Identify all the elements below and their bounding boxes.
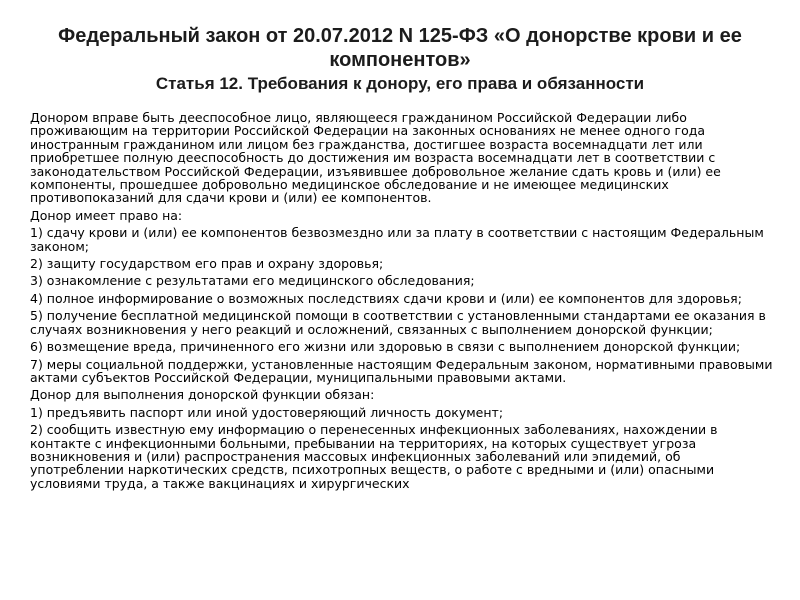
paragraph-rights-heading: Донор имеет право на: <box>30 207 183 223</box>
paragraph-right-2: 2) защиту государством его прав и охрану здоровья; <box>30 256 384 272</box>
paragraph-right-3: 3) ознакомление с результатами его медицинского обследования; <box>30 273 475 289</box>
slide-title <box>40 24 760 95</box>
paragraph-donor-definition: Донором вправе быть дееспособное лицо, являющееся гражданином Российской Федерации либо проживающим на территории Российской Федерации на законных основаниях не менее одного года иностранным гражданином или лицом без гражданства, достигшее возраста восемнадцати лет или приобретшее полную дееспособность до достижения им возраста восемнадцати лет в соответствии с законодательством Российской Федерации, изъявившее добровольное желание сдать кровь и (или) ее компоненты, прошедшее добровольно медицинское обследование и не имеющее медицинских противопоказаний для сдачи крови и (или) ее компонентов. <box>30 110 721 206</box>
article-title: Статья 12. Требования к донору, его права и обязанности <box>155 74 645 93</box>
paragraph-duties-heading: Донор для выполнения донорской функции обязан: <box>30 387 375 403</box>
paragraph-right-1: 1) сдачу крови и (или) ее компонентов безвозмездно или за плату в соответствии с настоящим Федеральным законом; <box>30 225 764 254</box>
paragraph-right-7: 7) меры социальной поддержки, установленные настоящим Федеральным законом, нормативными правовыми актами субъектов Российской Федерации, муниципальными правовыми актами. <box>30 356 773 385</box>
paragraph-right-4: 4) полное информирование о возможных последствиях сдачи крови и (или) ее компонентов для здоровья; <box>30 290 742 306</box>
paragraph-duty-1: 1) предъявить паспорт или иной удостоверяющий личность документ; <box>30 404 504 420</box>
paragraph-right-5: 5) получение бесплатной медицинской помощи в соответствии с установленными стандартами ее оказания в случаях возникновения у него реакций и осложнений, связанных с выполнением донорской функции; <box>30 308 766 337</box>
law-title: Федеральный закон от 20.07.2012 N 125-ФЗ «О донорстве крови и ее компонентов» <box>58 25 742 71</box>
paragraph-duty-2: 2) сообщить известную ему информацию о перенесенных инфекционных заболеваниях, нахождении в контакте с инфекционными больными, пребывании на территориях, на которых существует угроза возникновения и (или) распространения массовых инфекционных заболеваний или эпидемий, об употреблении наркотических средств, психотропных веществ, о работе с вредными и (или) опасными условиями труда, а также вакцинациях и хирургических <box>30 422 718 491</box>
article-text <box>30 111 775 494</box>
paragraph-right-6: 6) возмещение вреда, причиненного его жизни или здоровью в связи с выполнением донорской функции; <box>30 339 741 355</box>
